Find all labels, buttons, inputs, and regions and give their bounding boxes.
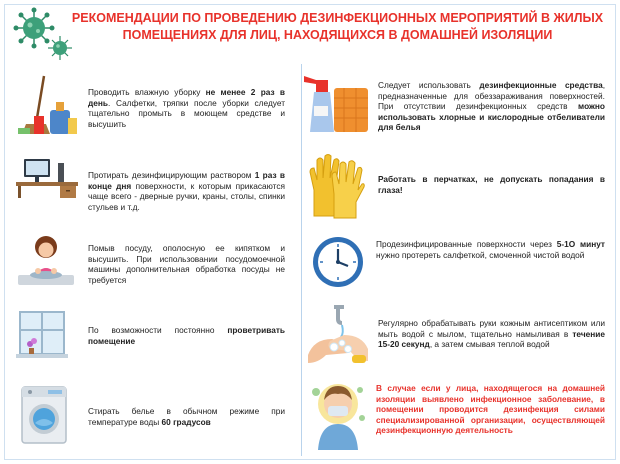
right-item-1-text: Следует использовать дезинфекционные средства, предназначенные для обеззараживания поверхностей. При отсутствии дезинфекционных средств можно использовать хлорные и кислородные отбеливатели для белья — [378, 80, 605, 133]
spray-bottle-icon — [300, 66, 372, 138]
right-item-4-text: Регулярно обрабатывать руки кожным антисептиком или мыть водой с мылом, тщательно намыливая в течение 15-20 секунд, а затем смывая теплой водой — [378, 318, 605, 350]
window-icon — [14, 308, 80, 364]
sick-person-icon — [306, 378, 370, 450]
right-item-3-text: Продезинфицированные поверхности через 5-1О минут нужно протереть салфеткой, смоченной чистой водой — [376, 239, 605, 260]
desk-icon — [14, 155, 80, 199]
title-line-2: ПОМЕЩЕНИЯХ ДЛЯ ЛИЦ, НАХОДЯЩИХСЯ В ДОМАШНЕЙ ИЗОЛЯЦИИ — [122, 28, 553, 42]
cleaning-supplies-icon — [14, 72, 80, 138]
left-item-2-text: Протирать дезинфицирующим раствором 1 раз в конце дня поверхности, к которым прикасаются чаще всего - дверные ручки, краны, столы, спинки стульев и т.д. — [88, 170, 285, 212]
title-line-1: РЕКОМЕНДАЦИИ ПО ПРОВЕДЕНИЮ ДЕЗИНФЕКЦИОННЫХ МЕРОПРИЯТИЙ В ЖИЛЫХ — [71, 11, 604, 25]
right-item-5-text: В случае если у лица, находящегося на домашней изоляции выявлено инфекционное заболевание, в помещении проводится дезинфекция силами специализированной организации, осуществляющей дезинфекционную деятельность — [376, 383, 605, 436]
page-title — [70, 10, 605, 44]
dishwashing-icon — [14, 233, 80, 289]
washing-machine-icon — [18, 385, 70, 447]
left-item-5-text: Стирать белье в обычном режиме при температуре воды 60 градусов — [88, 406, 285, 427]
clock-icon — [308, 233, 368, 291]
left-item-4-text: По возможности постоянно проветривать помещение — [88, 325, 285, 346]
gloves-icon — [304, 150, 366, 220]
left-item-1-text: Проводить влажную уборку не менее 2 раз в день. Салфетки, тряпки после уборки следует тщательно промыть в моющем средстве и высушить — [88, 87, 285, 129]
left-item-3-text: Помыв посуду, ополосную ее кипятком и высушить. При использовании посудомоечной машины дополнительная обработка посуды не требуется — [88, 243, 285, 285]
right-item-2-text: Работать в перчатках, не допускать попадания в глаза! — [378, 174, 605, 195]
virus-icon — [8, 6, 74, 62]
handwashing-icon — [304, 305, 372, 367]
